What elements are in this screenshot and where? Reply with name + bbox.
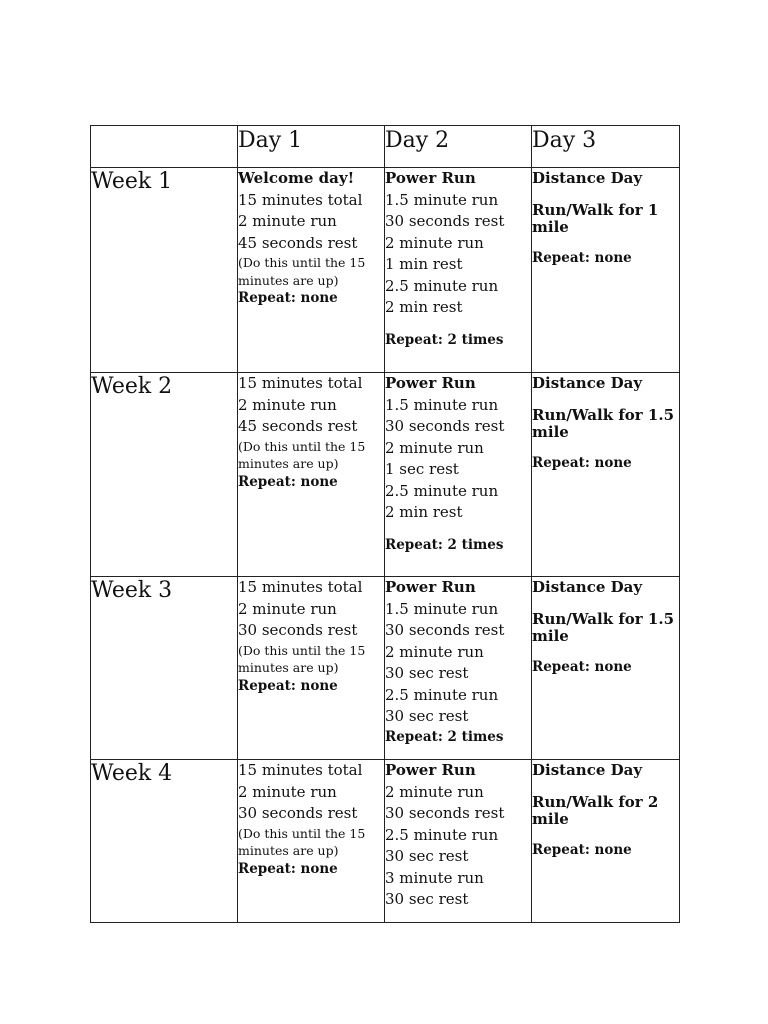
day1-line: 45 seconds rest <box>238 417 358 435</box>
day1-line: 45 seconds rest <box>238 233 358 252</box>
day2-line: 3 minute run <box>385 868 484 887</box>
corner-cell <box>91 126 238 168</box>
day1-line: 30 seconds rest <box>238 621 358 639</box>
day1-line: 2 minute run <box>238 395 337 414</box>
day3-title: Distance Day <box>532 578 643 596</box>
day3-instruction: Run/Walk for 1.5 mile <box>532 609 675 645</box>
week-label: Week 3 <box>91 577 238 760</box>
day2-header: Day 2 <box>385 126 532 168</box>
day2-cell <box>385 168 532 373</box>
day3-cell <box>532 373 680 577</box>
day2-line: 2 min rest <box>385 298 463 316</box>
day1-line: 2 minute run <box>238 599 337 618</box>
day1-repeat: Repeat: none <box>238 473 338 490</box>
table-row <box>91 760 680 923</box>
day1-line: 15 minutes total <box>238 761 363 779</box>
day3-header: Day 3 <box>532 126 680 168</box>
day1-title: Welcome day! <box>238 169 355 187</box>
day1-line: 15 minutes total <box>238 578 363 596</box>
day2-line: 2.5 minute run <box>385 685 499 704</box>
day2-line: 1.5 minute run <box>385 599 499 618</box>
day2-title: Power Run <box>385 578 476 596</box>
day3-instruction: Run/Walk for 1.5 mile <box>532 405 675 441</box>
day2-line: 2.5 minute run <box>385 481 499 500</box>
table-row <box>91 577 680 760</box>
week-label: Week 1 <box>91 168 238 373</box>
table-row <box>91 168 680 373</box>
day2-cell <box>385 760 532 923</box>
day2-line: 2.5 minute run <box>385 825 499 844</box>
day1-repeat: Repeat: none <box>238 290 338 306</box>
day3-title: Distance Day <box>532 169 643 187</box>
day2-line: 1.5 minute run <box>385 395 499 414</box>
day3-cell <box>532 577 680 760</box>
week-label: Week 4 <box>91 760 238 923</box>
day1-line: 2 minute run <box>238 212 337 230</box>
day1-line: 15 minutes total <box>238 374 363 392</box>
day3-title: Distance Day <box>532 761 643 779</box>
day2-line: 1.5 minute run <box>385 190 499 209</box>
day1-note: (Do this until the 15 minutes are up) <box>238 642 366 675</box>
training-plan-table <box>90 125 680 923</box>
day2-repeat: Repeat: 2 times <box>385 331 504 348</box>
day3-title: Distance Day <box>532 374 643 392</box>
day2-repeat: Repeat: 2 times <box>385 536 504 553</box>
week-label: Week 2 <box>91 373 238 577</box>
day3-repeat: Repeat: none <box>532 841 632 858</box>
day1-cell <box>238 577 385 760</box>
day2-line: 30 sec rest <box>385 847 469 865</box>
day2-line: 2 minute run <box>385 438 484 457</box>
day2-line: 30 sec rest <box>385 664 469 682</box>
day1-repeat: Repeat: none <box>238 677 338 694</box>
table-row <box>91 373 680 577</box>
day3-cell <box>532 760 680 923</box>
day2-line: 30 sec rest <box>385 890 469 908</box>
day3-instruction: Run/Walk for 2 mile <box>532 792 659 828</box>
day2-line: 2 minute run <box>385 782 484 801</box>
day2-cell <box>385 577 532 760</box>
day2-title: Power Run <box>385 169 476 187</box>
day3-repeat: Repeat: none <box>532 658 632 675</box>
day1-note: (Do this until the 15 minutes are up) <box>238 438 366 471</box>
day2-title: Power Run <box>385 374 476 392</box>
header-row <box>91 126 680 168</box>
day2-cell <box>385 373 532 577</box>
day3-repeat: Repeat: none <box>532 249 632 266</box>
day2-repeat: Repeat: 2 times <box>385 728 504 745</box>
day1-line: 2 minute run <box>238 782 337 801</box>
day1-repeat: Repeat: none <box>238 860 338 877</box>
day1-note: (Do this until the 15 minutes are up) <box>238 255 366 288</box>
day2-line: 30 seconds rest <box>385 621 505 639</box>
day3-cell <box>532 168 680 373</box>
day1-cell <box>238 760 385 923</box>
day1-line: 30 seconds rest <box>238 804 358 822</box>
day1-cell <box>238 373 385 577</box>
day2-line: 2 min rest <box>385 503 463 521</box>
day2-line: 2.5 minute run <box>385 276 499 295</box>
day3-repeat: Repeat: none <box>532 454 632 471</box>
day2-title: Power Run <box>385 761 476 779</box>
day1-cell <box>238 168 385 373</box>
day1-note: (Do this until the 15 minutes are up) <box>238 825 366 858</box>
day2-line: 30 sec rest <box>385 707 469 725</box>
day2-line: 1 sec rest <box>385 460 459 478</box>
day2-line: 2 minute run <box>385 642 484 661</box>
day2-line: 30 seconds rest <box>385 212 505 230</box>
day2-line: 1 min rest <box>385 255 463 273</box>
day2-line: 2 minute run <box>385 233 484 252</box>
day3-instruction: Run/Walk for 1 mile <box>532 200 659 236</box>
day2-line: 30 seconds rest <box>385 417 505 435</box>
day1-line: 15 minutes total <box>238 190 363 209</box>
day2-line: 30 seconds rest <box>385 804 505 822</box>
day1-header: Day 1 <box>238 126 385 168</box>
